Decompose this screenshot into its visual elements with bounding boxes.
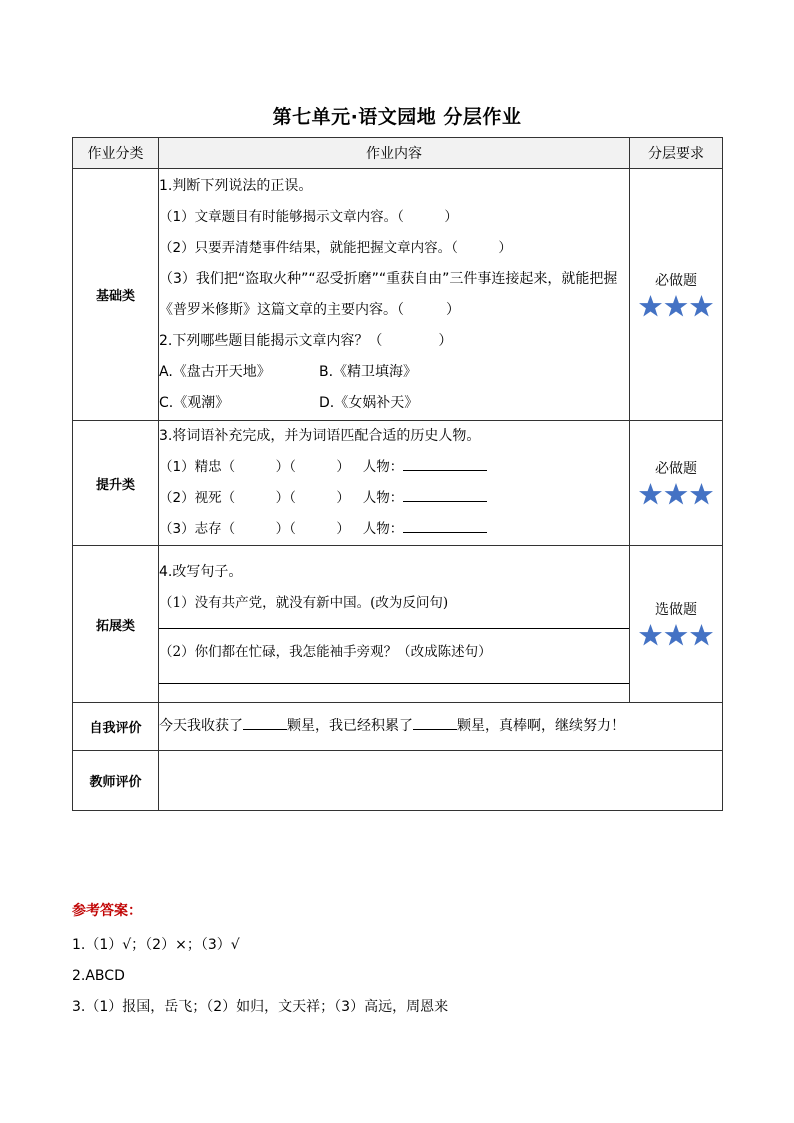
question-1: 1.判断下列说法的正误。 <box>159 177 313 194</box>
person-label: 人物： <box>362 490 404 506</box>
answer-blank[interactable] <box>403 518 487 533</box>
question-4-2: （2）你们都在忙碌，我怎能袖手旁观？（改成陈述句） <box>159 643 492 660</box>
answer-line-4-1[interactable] <box>159 627 629 629</box>
header-content: 作业内容 <box>159 138 630 169</box>
row-extension <box>73 546 723 703</box>
row-basic <box>73 169 723 421</box>
option-c: C.《观潮》 <box>159 394 230 411</box>
homework-table <box>72 137 723 811</box>
page-title: 第七单元·语文园地 分层作业 <box>272 106 522 128</box>
star-rating <box>630 482 722 508</box>
star-icon <box>639 483 662 505</box>
answer-line-1: 1.（1）√；（2）×；（3）√ <box>72 937 240 953</box>
row-self-evaluation <box>73 703 723 751</box>
person-label: 人物： <box>362 459 404 475</box>
question-1-1: （1）文章题目有时能够揭示文章内容。（ ） <box>159 208 458 225</box>
row-teacher-evaluation <box>73 751 723 811</box>
question-4: 4.改写句子。 <box>159 563 243 580</box>
fill-in-prefix: （1）精忠（ ）（ ） <box>159 459 350 475</box>
category-teacher-evaluation: 教师评价 <box>73 751 159 811</box>
star-icon <box>639 624 662 646</box>
question-3: 3.将词语补充完成，并为词语匹配合适的历史人物。 <box>159 428 481 444</box>
category-basic: 基础类 <box>73 169 159 421</box>
option-d: D.《女娲补天》 <box>319 394 419 411</box>
row-advanced <box>73 421 723 546</box>
star-icon <box>639 295 662 317</box>
answer-key-heading: 参考答案： <box>72 903 142 919</box>
requirement-extension <box>630 546 723 703</box>
content-advanced <box>159 421 630 546</box>
stars-earned-blank[interactable] <box>243 715 287 730</box>
star-rating <box>630 623 722 649</box>
star-icon <box>665 483 688 505</box>
fill-in-prefix: （3）志存（ ）（ ） <box>159 521 350 537</box>
question-3-1 <box>159 452 629 483</box>
question-4-1: （1）没有共产党，就没有新中国。(改为反问句) <box>159 594 449 611</box>
requirement-advanced <box>630 421 723 546</box>
requirement-advanced-label: 必做题 <box>655 461 697 477</box>
table-header-row <box>73 138 723 169</box>
header-requirement: 分层要求 <box>630 138 723 169</box>
person-label: 人物： <box>362 521 404 537</box>
question-2: 2.下列哪些题目能揭示文章内容？（ ） <box>159 332 453 349</box>
answer-blank[interactable] <box>403 487 487 502</box>
question-1-2: （2）只要弄清楚事件结果，就能把握文章内容。（ ） <box>159 239 512 256</box>
category-advanced: 提升类 <box>73 421 159 546</box>
requirement-extension-label: 选做题 <box>655 602 697 618</box>
requirement-basic <box>630 169 723 421</box>
option-b: B.《精卫填海》 <box>319 363 418 380</box>
content-extension <box>159 546 630 703</box>
category-self-evaluation: 自我评价 <box>73 703 159 751</box>
self-eval-text-b: 颗星，我已经积累了 <box>287 718 413 734</box>
question-1-3: （3）我们把“盗取火种”“忍受折磨”“重获自由”三件事连接起来，就能把握《普罗米修斯》这篇文章的主要内容。（ ） <box>159 270 618 318</box>
star-icon <box>665 295 688 317</box>
self-eval-text-c: 颗星，真棒啊，继续努力！ <box>457 718 625 734</box>
options-row-1 <box>159 357 629 388</box>
content-basic <box>159 169 630 421</box>
answer-line-3: 3.（1）报国，岳飞；（2）如归，文天祥；（3）高远，周恩来 <box>72 999 449 1015</box>
star-icon <box>690 624 713 646</box>
question-3-2 <box>159 483 629 514</box>
star-icon <box>690 483 713 505</box>
answer-line-2: 2.ABCD <box>72 968 125 984</box>
question-3-3 <box>159 514 629 545</box>
star-icon <box>690 295 713 317</box>
option-a: A.《盘古开天地》 <box>159 363 271 380</box>
options-row-2 <box>159 388 629 419</box>
requirement-basic-label: 必做题 <box>655 272 697 289</box>
stars-total-blank[interactable] <box>413 715 457 730</box>
category-extension: 拓展类 <box>73 546 159 703</box>
teacher-evaluation-content[interactable] <box>159 751 723 811</box>
three-stars-icon <box>638 623 714 649</box>
three-stars-icon <box>638 294 714 320</box>
answer-key <box>72 900 448 1023</box>
header-category: 作业分类 <box>73 138 159 169</box>
self-eval-text-a: 今天我收获了 <box>159 718 243 734</box>
star-rating <box>630 294 722 320</box>
answer-blank[interactable] <box>403 456 487 471</box>
self-evaluation-content <box>159 703 723 751</box>
star-icon <box>665 624 688 646</box>
answer-line-4-2[interactable] <box>159 682 629 684</box>
fill-in-prefix: （2）视死（ ）（ ） <box>159 490 350 506</box>
three-stars-icon <box>638 482 714 508</box>
